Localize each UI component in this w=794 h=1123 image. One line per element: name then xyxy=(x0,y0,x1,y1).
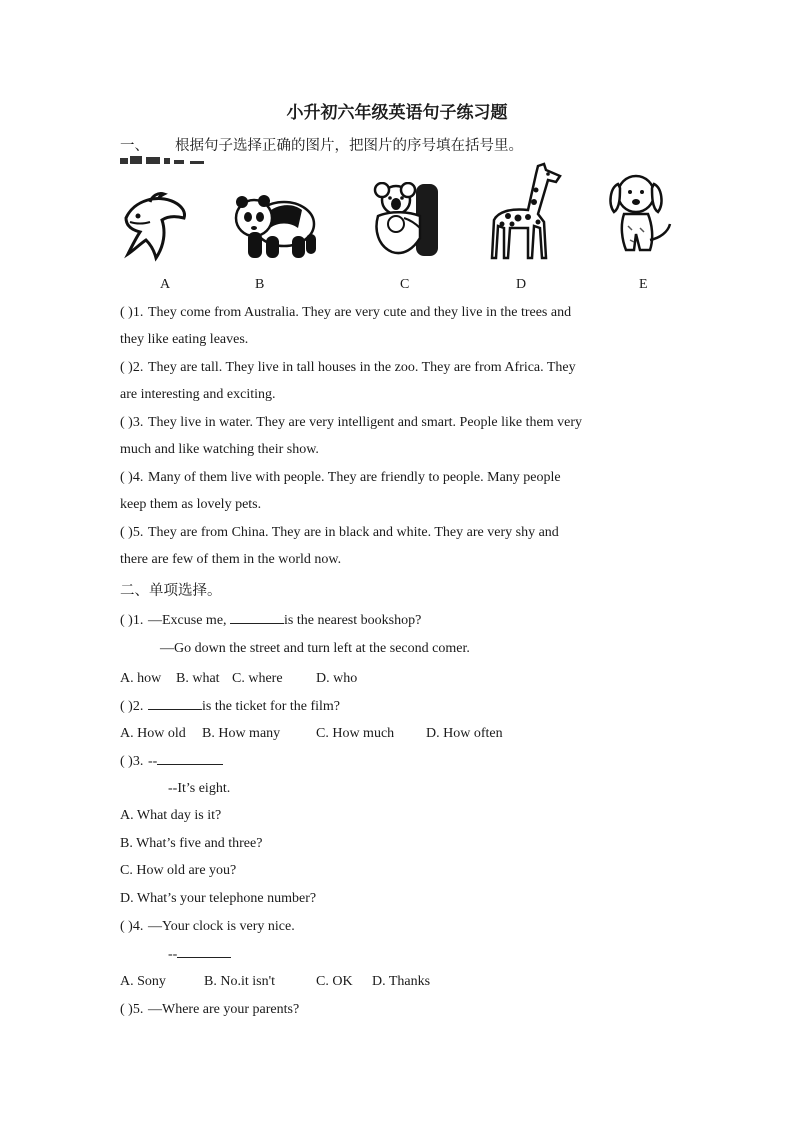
option-a[interactable]: A. How old xyxy=(120,726,186,741)
s1-q2-line2: are interesting and exciting. xyxy=(120,387,276,402)
s2-question-5 xyxy=(120,1001,299,1019)
s2-q2-options xyxy=(120,725,503,743)
s1-q2-text: They are tall. They live in tall houses in the zoo. They are from Africa. They xyxy=(148,360,576,375)
fill-blank[interactable] xyxy=(157,752,223,765)
s1-q5-text: They are from China. They are in black and white. They are very shy and xyxy=(148,525,559,540)
option-d[interactable]: D. How often xyxy=(426,726,503,741)
s1-q4-line2: keep them as lovely pets. xyxy=(120,497,262,512)
s1-q1-text: They come from Australia. They are very cute and they live in the trees and xyxy=(148,305,572,320)
s1-question-5 xyxy=(120,524,559,542)
answer-bracket[interactable]: ( )2. xyxy=(120,699,144,714)
option-d[interactable]: D. Thanks xyxy=(372,974,431,989)
option-b[interactable]: B. How many xyxy=(202,726,281,741)
option-c[interactable]: C. How much xyxy=(316,726,395,741)
answer-bracket[interactable]: ( )5. xyxy=(120,1002,144,1017)
answer-bracket[interactable]: ( )5. xyxy=(120,525,144,540)
s2-question-1 xyxy=(120,611,421,630)
dog-icon xyxy=(606,170,676,256)
s2-q1-options xyxy=(120,670,357,688)
s1-question-3 xyxy=(120,414,582,432)
option-a[interactable]: A. What day is it? xyxy=(120,808,222,823)
s2-q4-reply xyxy=(168,945,231,964)
s2-question-2 xyxy=(120,697,340,716)
s1-q4-text: Many of them live with people. They are friendly to people. Many people xyxy=(148,470,561,485)
answer-bracket[interactable]: ( )1. xyxy=(120,305,144,320)
answer-bracket[interactable]: ( )3. xyxy=(120,754,144,769)
picture-letter-b: B xyxy=(255,277,265,292)
answer-bracket[interactable]: ( )4. xyxy=(120,919,144,934)
s1-q3-line2: much and like watching their show. xyxy=(120,442,319,457)
option-d[interactable]: D. What’s your telephone number? xyxy=(120,891,317,906)
answer-bracket[interactable]: ( )2. xyxy=(120,360,144,375)
option-a[interactable]: A. Sony xyxy=(120,974,166,989)
s2-q2-post: is the ticket for the film? xyxy=(202,699,341,714)
scan-artifact xyxy=(120,152,220,164)
answer-bracket[interactable]: ( )1. xyxy=(120,613,144,628)
fill-blank[interactable] xyxy=(230,611,284,624)
section1-number: 一、 xyxy=(120,138,149,154)
section2-heading: 二、单项选择。 xyxy=(120,583,222,599)
option-a[interactable]: A. how xyxy=(120,671,162,686)
s2-question-3 xyxy=(120,752,223,771)
s1-question-2 xyxy=(120,359,576,377)
s1-q3-text: They live in water. They are very intelligent and smart. People like them very xyxy=(148,415,582,430)
answer-bracket[interactable]: ( )4. xyxy=(120,470,144,485)
fill-blank[interactable] xyxy=(177,945,231,958)
s2-q3-pre: -- xyxy=(148,754,158,769)
section1-instruction: 根据句子选择正确的图片，把图片的序号填在括号里。 xyxy=(175,138,523,154)
koala-icon xyxy=(370,182,442,258)
panda-icon xyxy=(232,188,318,262)
option-b[interactable]: B. No.it isn't xyxy=(204,974,275,989)
fill-blank[interactable] xyxy=(148,697,202,710)
option-c[interactable]: C. where xyxy=(232,671,283,686)
page-title: 小升初六年级英语句子练习题 xyxy=(286,103,508,123)
s1-question-4 xyxy=(120,469,561,487)
s2-q4-options xyxy=(120,973,430,991)
s2-q4-reply-pre: -- xyxy=(168,947,178,962)
s1-question-1 xyxy=(120,304,571,322)
option-c[interactable]: C. How old are you? xyxy=(120,863,237,878)
dolphin-icon xyxy=(120,188,190,264)
s2-q1-reply: —Go down the street and turn left at the second comer. xyxy=(160,641,470,656)
s2-q1-pre: —Excuse me, xyxy=(148,613,231,628)
giraffe-icon xyxy=(488,162,564,262)
option-c[interactable]: C. OK xyxy=(316,974,353,989)
s2-q1-post: is the nearest bookshop? xyxy=(284,613,422,628)
answer-bracket[interactable]: ( )3. xyxy=(120,415,144,430)
option-b[interactable]: B. What’s five and three? xyxy=(120,836,263,851)
s1-q1-line2: they like eating leaves. xyxy=(120,332,249,347)
s2-q4-text: —Your clock is very nice. xyxy=(148,919,295,934)
s2-q5-text: —Where are your parents? xyxy=(148,1002,300,1017)
picture-letter-d: D xyxy=(516,277,527,292)
s2-q3-reply: --It’s eight. xyxy=(168,781,231,796)
picture-letter-c: C xyxy=(400,277,410,292)
picture-letter-e: E xyxy=(639,277,648,292)
option-d[interactable]: D. who xyxy=(316,671,358,686)
picture-letter-a: A xyxy=(160,277,171,292)
s1-q5-line2: there are few of them in the world now. xyxy=(120,552,342,567)
s2-question-4 xyxy=(120,918,295,936)
option-b[interactable]: B. what xyxy=(176,671,220,686)
